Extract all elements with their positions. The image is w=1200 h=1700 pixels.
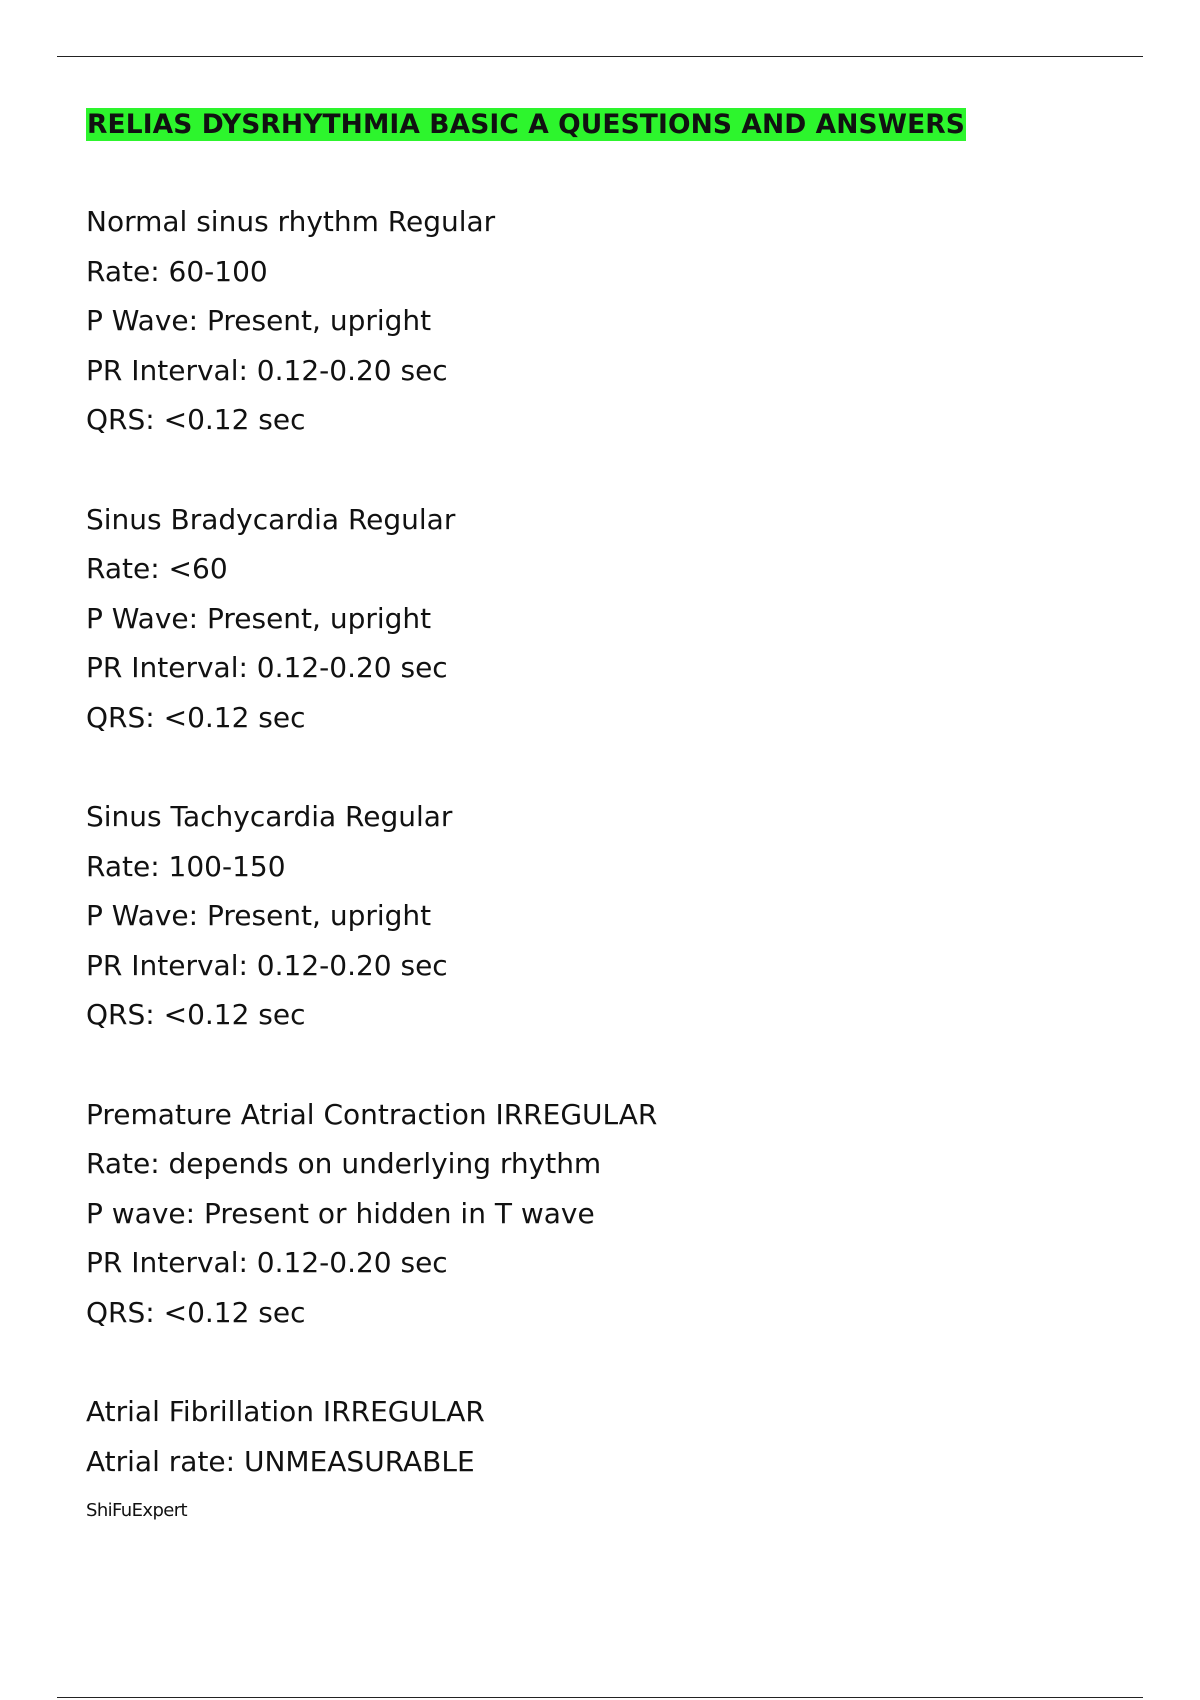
pr-interval-line: PR Interval: 0.12-0.20 sec	[86, 1246, 448, 1279]
document-body	[86, 202, 1086, 1541]
section-heading: Sinus Bradycardia Regular	[86, 502, 456, 536]
section-premature-atrial-contraction	[86, 1095, 1086, 1343]
top-divider	[57, 56, 1143, 57]
section-heading: Sinus Tachycardia Regular	[86, 800, 453, 833]
section-sinus-tachycardia	[86, 797, 1086, 1045]
author-watermark: ShiFuExpert	[86, 1500, 187, 1521]
rate-line: Rate: 60-100	[86, 254, 268, 288]
title-block	[86, 108, 966, 141]
rate-line: Rate: <60	[86, 552, 228, 585]
pr-interval-line: PR Interval: 0.12-0.20 sec	[86, 948, 448, 982]
section-heading: Atrial Fibrillation IRREGULAR	[86, 1395, 485, 1428]
section-normal-sinus-rhythm	[86, 202, 1086, 450]
p-wave-line: P wave: Present or hidden in T wave	[86, 1196, 595, 1230]
qrs-line: QRS: <0.12 sec	[86, 998, 306, 1031]
qrs-line: QRS: <0.12 sec	[86, 700, 306, 734]
bottom-divider	[57, 1697, 1143, 1698]
section-heading: Normal sinus rhythm Regular	[86, 205, 496, 238]
qrs-line: QRS: <0.12 sec	[86, 403, 306, 436]
p-wave-line: P Wave: Present, upright	[86, 304, 432, 337]
p-wave-line: P Wave: Present, upright	[86, 601, 432, 635]
rate-line: Rate: 100-150	[86, 849, 286, 883]
atrial-rate-line: Atrial rate: UNMEASURABLE	[86, 1444, 475, 1478]
p-wave-line: P Wave: Present, upright	[86, 899, 432, 932]
rate-line: Rate: depends on underlying rhythm	[86, 1147, 602, 1180]
qrs-line: QRS: <0.12 sec	[86, 1295, 306, 1329]
document-title: RELIAS DYSRHYTHMIA BASIC A QUESTIONS AND ANSWERS	[87, 109, 965, 140]
pr-interval-line: PR Interval: 0.12-0.20 sec	[86, 353, 448, 387]
section-sinus-bradycardia	[86, 500, 1086, 748]
section-atrial-fibrillation	[86, 1392, 1086, 1491]
section-heading: Premature Atrial Contraction IRREGULAR	[86, 1097, 658, 1131]
pr-interval-line: PR Interval: 0.12-0.20 sec	[86, 651, 448, 684]
